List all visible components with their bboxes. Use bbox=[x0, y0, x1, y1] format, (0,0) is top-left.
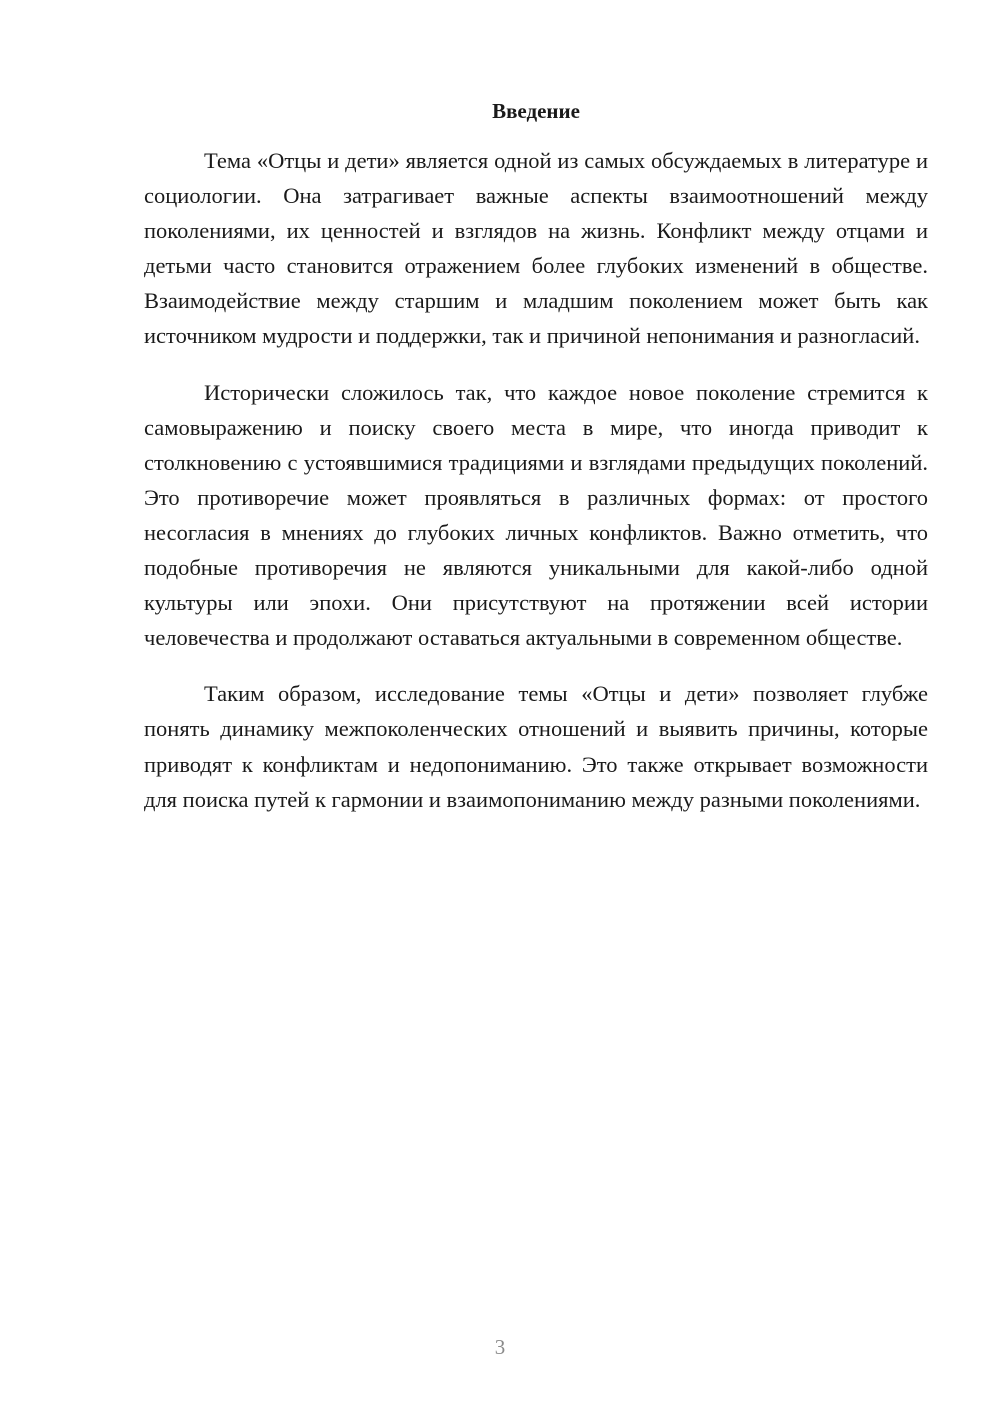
page-number: 3 bbox=[494, 1335, 506, 1359]
section-heading: Введение bbox=[492, 99, 580, 123]
paragraph-1: Тема «Отцы и дети» является одной из самых обсуждаемых в литературе и социологии. Она затрагивает важные аспекты взаимоотношений между поколениями, их ценностей и взглядов на жизнь. Конфликт между отцами и детьми часто становится отражением более глубоких изменений в обществе. Взаимодействие между старшим и младшим поколением может быть как источником мудрости и поддержки, так и причиной непонимания и разногласий. bbox=[144, 148, 928, 349]
body-text bbox=[144, 143, 928, 838]
paragraph-3: Таким образом, исследование темы «Отцы и дети» позволяет глубже понять динамику межпоколенческих отношений и выявить причины, которые приводят к конфликтам и недопониманию. Это также открывает возможности для поиска путей к гармонии и взаимопониманию между разными поколениями. bbox=[144, 681, 928, 812]
paragraph-2: Исторически сложилось так, что каждое новое поколение стремится к самовыражению и поиску своего места в мире, что иногда приводит к столкновению с устоявшимися традициями и взглядами предыдущих поколений. Это противоречие может проявляться в различных формах: от простого несогласия в мнениях до глубоких личных конфликтов. Важно отметить, что подобные противоречия не являются уникальными для какой-либо одной культуры или эпохи. Они присутствуют на протяжении всей истории человечества и продолжают оставаться актуальными в современном обществе. bbox=[144, 379, 928, 651]
